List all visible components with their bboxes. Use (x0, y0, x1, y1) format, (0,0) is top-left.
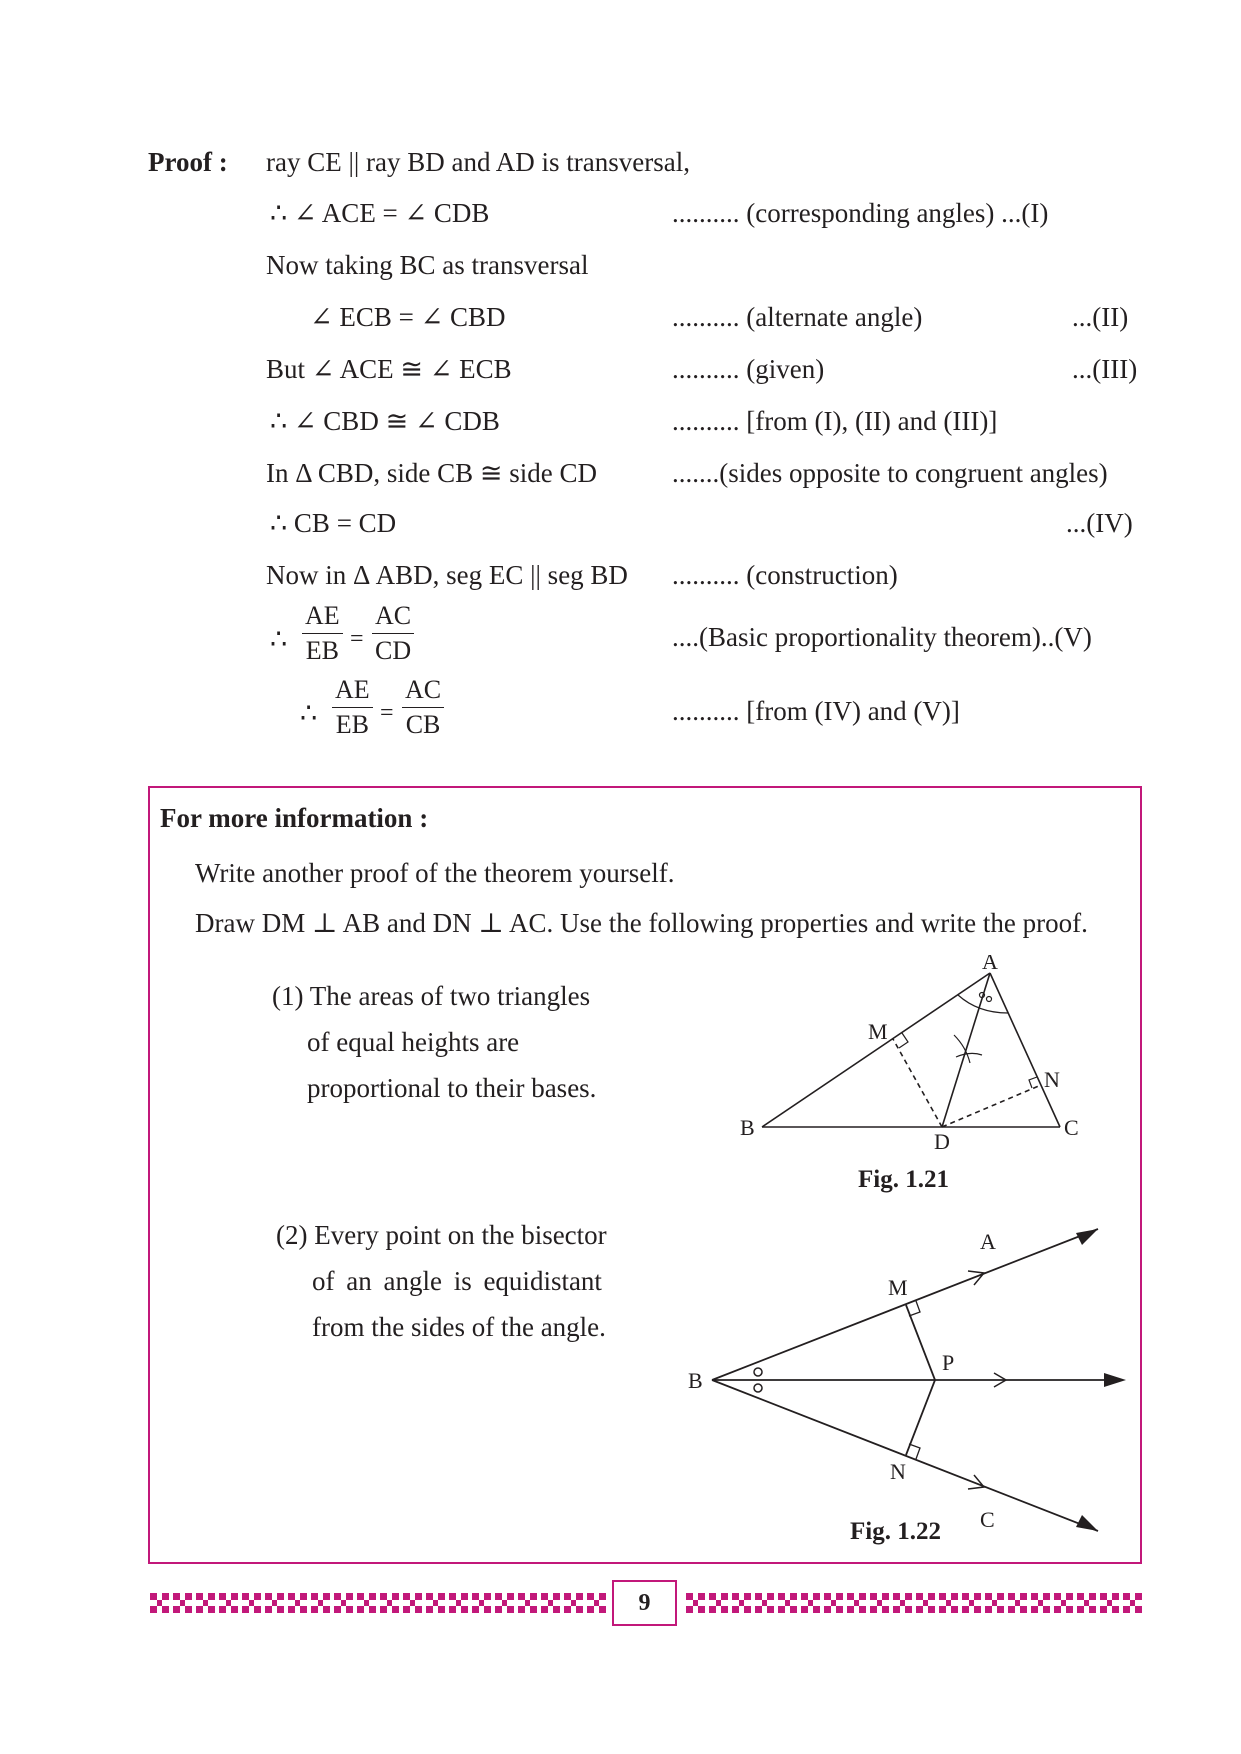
figure-1-22 (680, 1215, 1140, 1555)
construction-arc (956, 1053, 982, 1057)
numerator: AC (402, 676, 444, 708)
proof-reason-3: .......... (alternate angle) (672, 302, 923, 332)
decorative-border-right (684, 1590, 1144, 1616)
property-2-line-1: (2) Every point on the bisector (276, 1220, 607, 1250)
property-1-line-3: proportional to their bases. (307, 1073, 597, 1103)
proof-step-8: Now in Δ ABD, seg EC || seg BD (266, 560, 628, 590)
property-2-line-3: from the sides of the angle. (312, 1312, 606, 1342)
fraction-ac-cd (372, 602, 414, 665)
info-line-2: Draw DM ⊥ AB and DN ⊥ AC. Use the following properties and write the proof. (195, 908, 1088, 938)
label-m: M (888, 1275, 908, 1300)
proof-reason-6: .......(sides opposite to congruent angles) (672, 458, 1108, 488)
proof-reason-frac1: ....(Basic proportionality theorem)..(V) (672, 622, 1092, 652)
label-n: N (890, 1459, 906, 1484)
bisector-ad (942, 973, 990, 1127)
label-d: D (934, 1129, 950, 1154)
denominator: EB (305, 636, 339, 665)
equals-sign: = (380, 700, 394, 726)
proof-step-3: ∠ ECB = ∠ CBD (310, 302, 506, 332)
label-c: C (1064, 1115, 1079, 1140)
denominator: EB (335, 710, 369, 739)
info-heading: For more information : (160, 803, 429, 833)
label-p: P (942, 1350, 955, 1375)
proof-ref-7: ...(IV) (1066, 508, 1133, 538)
proof-line-1: ray CE || ray BD and AD is transversal, (266, 147, 690, 177)
numerator: AE (332, 676, 373, 708)
label-c: C (980, 1507, 995, 1532)
angle-mark (754, 1384, 762, 1392)
equals-sign: = (350, 626, 364, 652)
proof-ref-4: ...(III) (1072, 354, 1138, 384)
proof-step-5: ∴ ∠ CBD ≅ ∠ CDB (270, 406, 500, 436)
label-a: A (982, 955, 998, 974)
proof-label: Proof : (148, 147, 228, 177)
property-1-line-2: of equal heights are (307, 1027, 520, 1057)
ray-ba (712, 1229, 1098, 1380)
denominator: CD (375, 636, 412, 665)
arrowhead-p (1104, 1373, 1126, 1387)
proof-reason-frac2: .......... [from (IV) and (V)] (672, 696, 960, 726)
numerator: AE (302, 602, 343, 634)
arrowhead-c (1076, 1515, 1098, 1531)
label-n: N (1044, 1067, 1060, 1092)
arrowhead-a (1076, 1229, 1098, 1245)
side-ac (990, 973, 1060, 1127)
property-2-line-2: of an angle is equidistant (312, 1266, 602, 1296)
segment-pm (906, 1305, 935, 1380)
proof-reason-1: .......... (corresponding angles) ...(I) (672, 198, 1049, 228)
fraction-ae-eb (302, 602, 343, 665)
proof-step-4: But ∠ ACE ≅ ∠ ECB (266, 354, 512, 384)
figure-1-21 (730, 955, 1100, 1155)
figure-1-22-caption: Fig. 1.22 (850, 1518, 941, 1545)
label-b: B (740, 1115, 755, 1140)
label-b: B (688, 1368, 703, 1393)
property-1-line-1: (1) The areas of two triangles (272, 981, 591, 1011)
figure-1-21-caption: Fig. 1.21 (858, 1166, 949, 1193)
proof-ref-3: ...(II) (1072, 302, 1129, 332)
label-a: A (980, 1229, 996, 1254)
side-ab (762, 973, 990, 1127)
therefore-symbol: ∴ (270, 624, 288, 654)
proof-reason-5: .......... [from (I), (II) and (III)] (672, 406, 998, 436)
right-angle-m (899, 1033, 908, 1048)
perpendicular-dm (893, 1039, 942, 1127)
numerator: AC (372, 602, 414, 634)
proof-reason-8: .......... (construction) (672, 560, 898, 590)
angle-mark (754, 1368, 762, 1376)
angle-mark (987, 997, 992, 1002)
info-line-1: Write another proof of the theorem yourself. (195, 858, 675, 888)
perpendicular-dn (942, 1085, 1041, 1127)
ray-bc (712, 1380, 1098, 1531)
construction-arc (954, 1035, 970, 1063)
segment-pn (906, 1380, 935, 1455)
proof-step-1: ∴ ∠ ACE = ∠ CDB (270, 198, 490, 228)
decorative-border-left (148, 1590, 608, 1616)
page-number: 9 (612, 1580, 677, 1626)
label-m: M (868, 1019, 888, 1044)
denominator: CB (405, 710, 441, 739)
fraction-ae-eb (332, 676, 373, 739)
proof-step-7: ∴ CB = CD (270, 508, 397, 538)
proof-reason-4: .......... (given) (672, 354, 825, 384)
therefore-symbol: ∴ (300, 698, 318, 728)
fraction-ac-cb (402, 676, 444, 739)
proof-step-2: Now taking BC as transversal (266, 250, 589, 280)
proof-step-6: In Δ CBD, side CB ≅ side CD (266, 458, 598, 488)
